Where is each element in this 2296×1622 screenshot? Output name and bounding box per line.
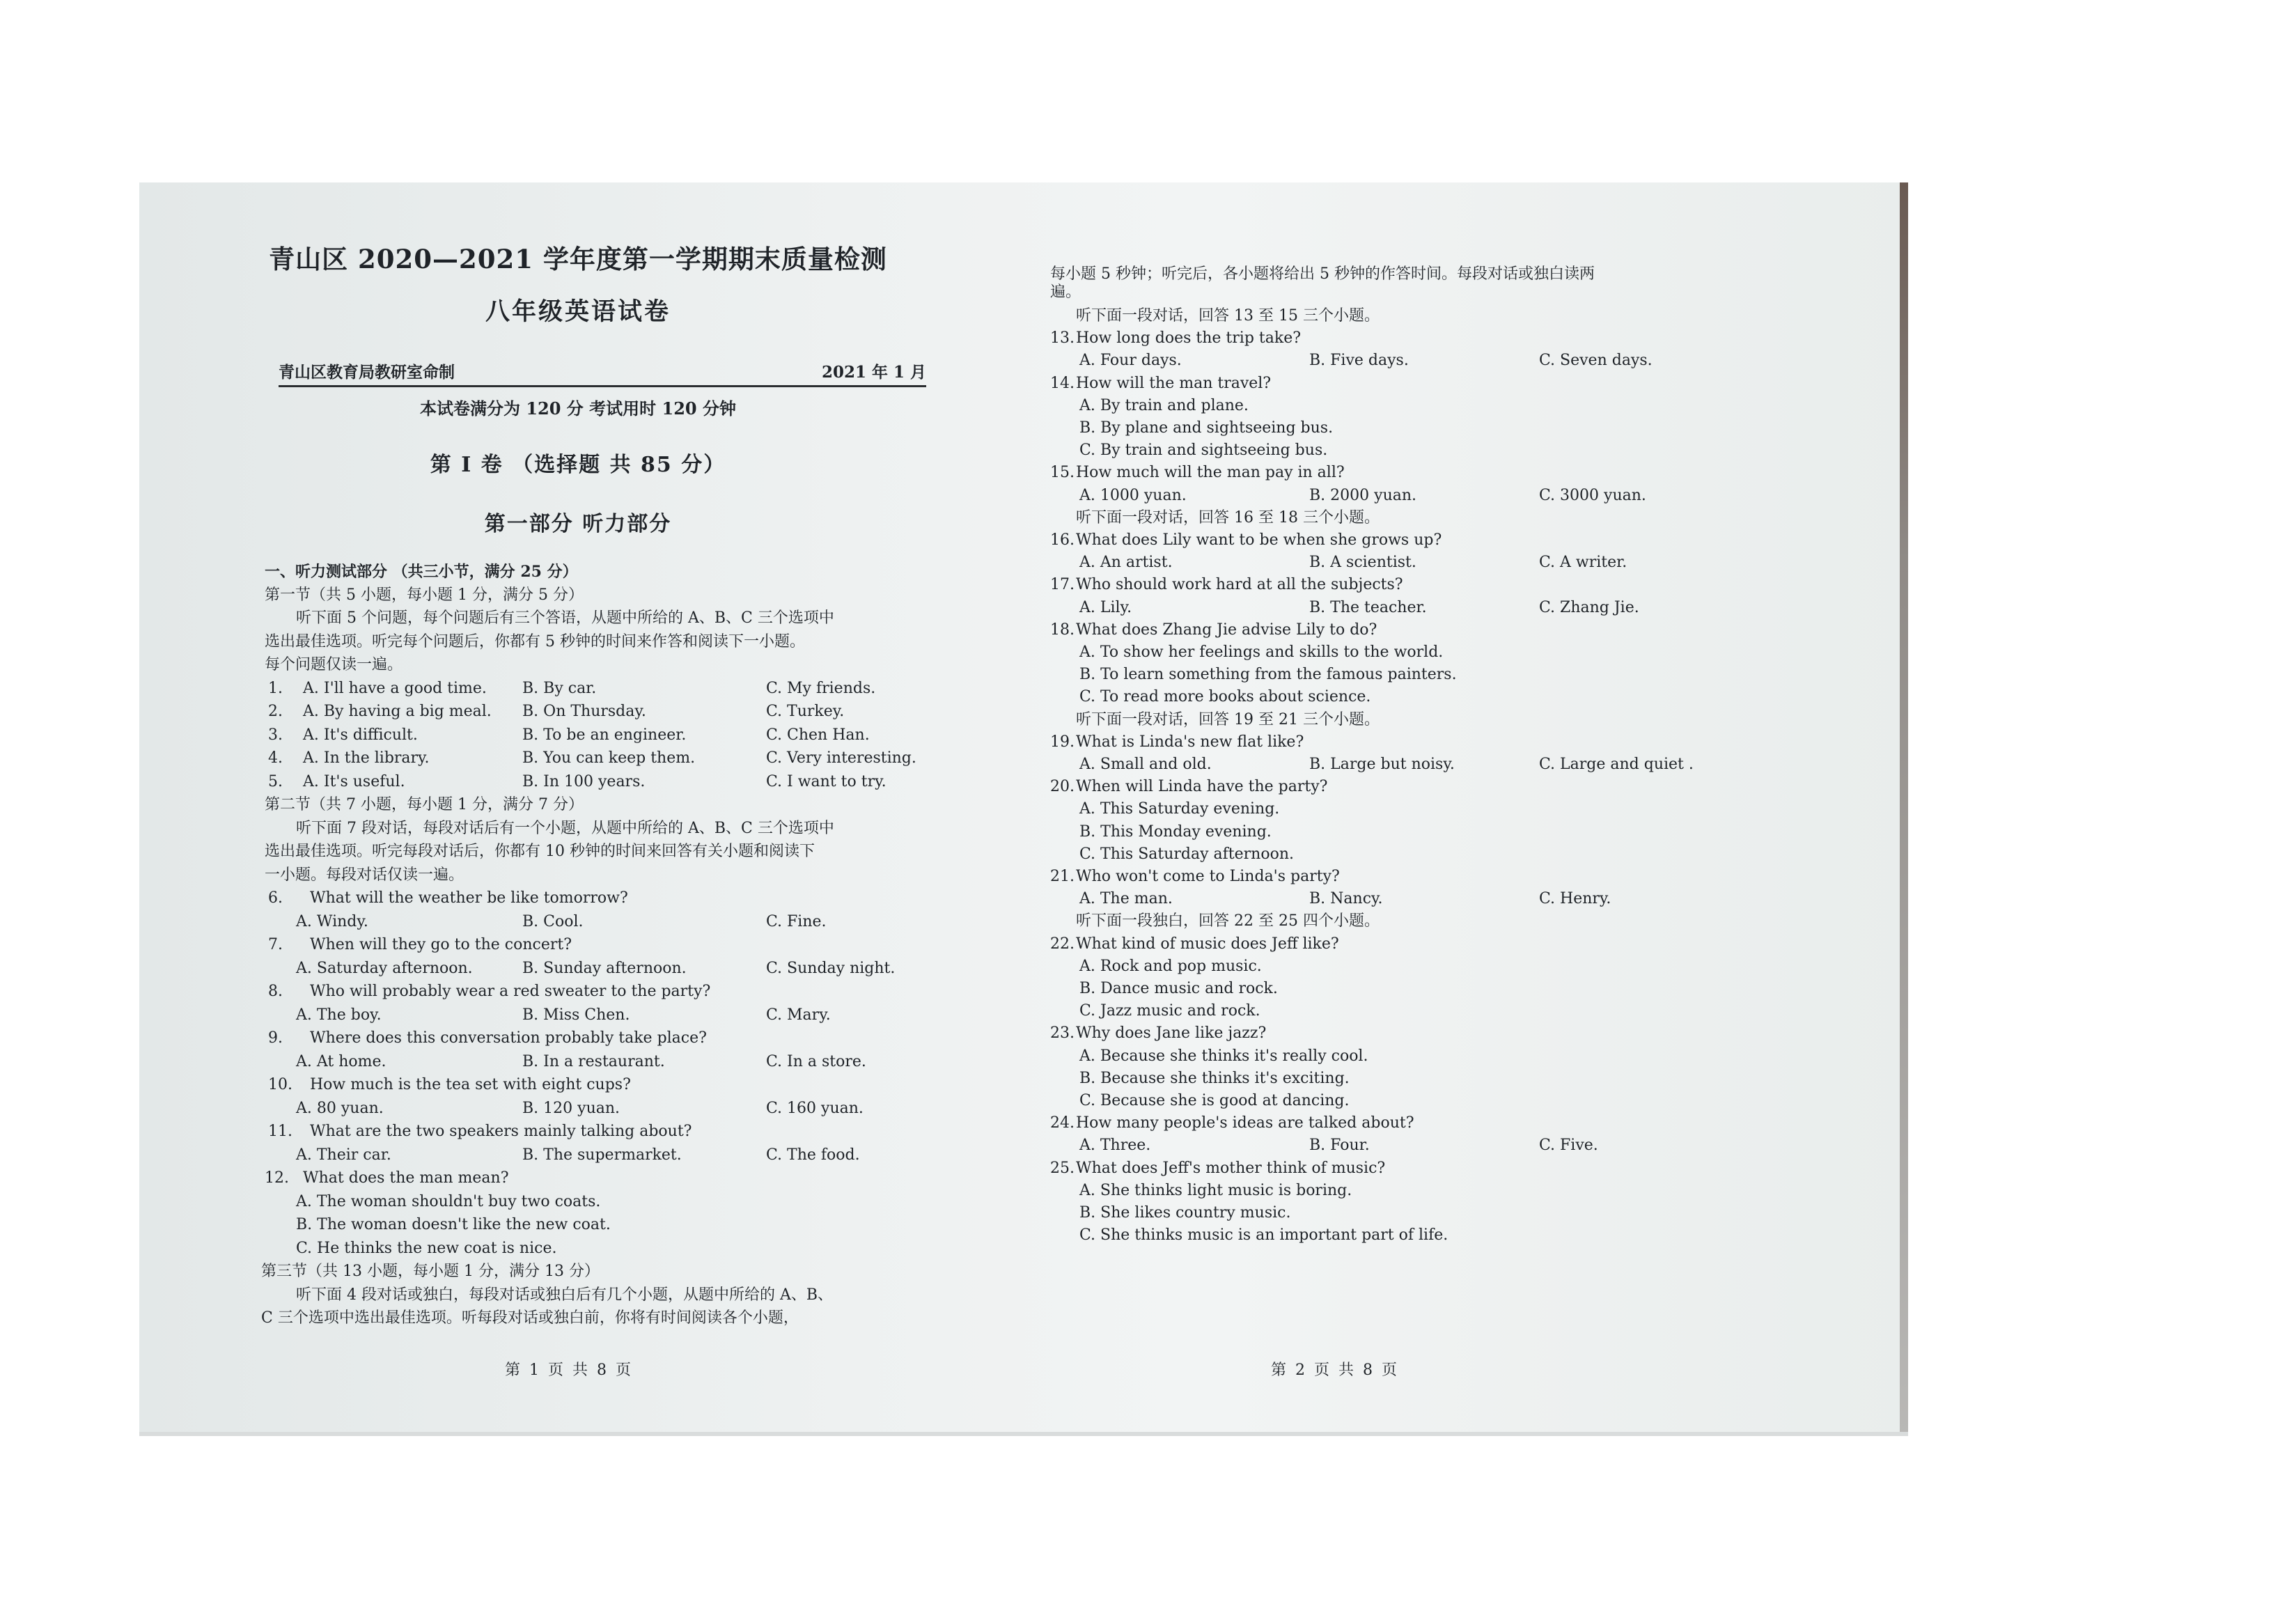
instruction-line: 选出最佳选项。听完每个问题后，你都有 5 秒钟的时间来作答和阅读下一小题。 [265,632,805,650]
question-text: Who will probably wear a red sweater to the party? [310,983,711,1000]
answer-option: C. A writer. [1539,554,1627,572]
answer-option: A. She thinks light music is boring. [1079,1181,1352,1199]
answer-option: C. In a store. [766,1052,866,1070]
answer-option: A. Three. [1079,1137,1151,1155]
answer-option: A. An artist. [1079,554,1173,572]
answer-option: C. Five. [1539,1137,1598,1155]
answer-option: C. Fine. [766,912,827,930]
answer-option: B. A scientist. [1309,554,1416,572]
answer-option: A. 80 yuan. [296,1099,384,1117]
question-text: What is Linda's new flat like? [1076,733,1304,751]
answer-option: A. Lily. [1079,598,1132,616]
question-number: 22. [1050,935,1075,953]
answer-option: B. Sunday afternoon. [522,959,687,977]
question-text: What does Zhang Jie advise Lily to do? [1076,621,1377,639]
question-text: When will Linda have the party? [1076,778,1328,796]
instruction-line: 听下面 7 段对话，每段对话后有一个小题，从题中所给的 A、B、C 三个选项中 [296,819,834,837]
org-date-line [279,360,926,387]
answer-option: B. She likes country music. [1079,1204,1291,1222]
answer-option: B. By car. [522,679,597,697]
question-text: What kind of music does Jeff like? [1076,935,1339,953]
answer-option: B. To be an engineer. [522,726,687,744]
part-title: 第一部分 听力部分 [484,512,672,536]
answer-option: B. The supermarket. [522,1146,682,1164]
question-number: 17. [1050,576,1075,594]
question-number: 20. [1050,778,1075,796]
question-number: 11. [268,1123,292,1140]
question-text: What are the two speakers mainly talking about? [310,1123,692,1140]
answer-option: B. To learn something from the famous painters. [1079,666,1457,684]
answer-option: C. I want to try. [766,772,887,790]
answer-option: B. Four. [1309,1137,1370,1155]
answer-option: B. You can keep them. [522,749,696,767]
answer-option: B. 120 yuan. [522,1099,620,1117]
instruction-line: 一小题。每段对话仅读一遍。 [265,866,464,884]
question-text: How will the man travel? [1076,374,1272,392]
instruction-line: 听下面 5 个问题，每个问题后有三个答语，从题中所给的 A、B、C 三个选项中 [296,609,834,627]
exam-subtitle: 八年级英语试卷 [485,297,671,326]
instruction-line: 遍。 [1050,283,1081,301]
answer-option: C. Henry. [1539,890,1611,908]
instruction-line: 听下面一段对话，回答 13 至 15 三个小题。 [1076,307,1380,325]
question-number: 4. [268,749,283,767]
answer-option: A. The woman shouldn't buy two coats. [296,1192,601,1210]
question-number: 21. [1050,868,1075,885]
question-text: How many people's ideas are talked about? [1076,1114,1414,1132]
instruction-line: C 三个选项中选出最佳选项。听每段对话或独白前，你将有时间阅读各个小题， [261,1309,799,1327]
question-text: What does Lily want to be when she grows up? [1076,531,1442,549]
question-text: Who won't come to Linda's party? [1076,868,1340,885]
answer-option: C. This Saturday afternoon. [1079,845,1294,863]
question-number: 23. [1050,1024,1075,1043]
answer-option: A. This Saturday evening. [1079,800,1280,818]
answer-option: A. Because she thinks it's really cool. [1079,1047,1368,1065]
answer-option: A. Windy. [296,912,368,930]
answer-option: A. Their car. [296,1146,391,1164]
question-number: 1. [268,679,283,697]
question-number: 3. [268,726,283,744]
answer-option: C. Mary. [766,1006,831,1024]
answer-option: A. It's difficult. [303,726,418,744]
exam-page-2 [1038,182,1908,1436]
answer-option: B. In a restaurant. [522,1052,665,1070]
question-number: 10. [268,1076,292,1093]
subsection-title: 第一节（共 5 小题，每小题 1 分，满分 5 分） [265,586,584,604]
answer-option: A. To show her feelings and skills to the world. [1079,644,1444,661]
answer-option: B. Miss Chen. [522,1006,630,1024]
answer-option: B. Dance music and rock. [1079,980,1278,997]
answer-option: C. My friends. [766,679,876,697]
question-number: 18. [1050,621,1075,639]
question-text: How long does the trip take? [1076,329,1302,348]
instruction-line: 每个问题仅读一遍。 [265,656,403,673]
answer-option: A. 1000 yuan. [1079,486,1187,504]
section-heading: 一、听力测试部分 （共三小节，满分 25 分） [265,563,578,581]
answer-option: B. The teacher. [1309,598,1427,616]
scanned-exam-photo [139,182,1908,1436]
answer-option: C. To read more books about science. [1079,688,1371,706]
instruction-line: 听下面 4 段对话或独白，每段对话或独白后有几个小题，从题中所给的 A、B、 [296,1286,834,1304]
answer-option: C. Sunday night. [766,959,896,977]
question-text: Who should work hard at all the subjects? [1076,576,1403,594]
question-number: 24. [1050,1114,1075,1132]
answer-option: C. Turkey. [766,703,845,720]
answer-option: C. 160 yuan. [766,1099,864,1117]
question-number: 5. [268,772,283,790]
instruction-line: 听下面一段对话，回答 19 至 21 三个小题。 [1076,710,1380,728]
answer-option: C. Zhang Jie. [1539,598,1639,616]
question-text: What does the man mean? [303,1169,509,1187]
question-text: Why does Jane like jazz? [1076,1024,1267,1043]
answer-option: A. At home. [296,1052,386,1070]
answer-option: B. On Thursday. [522,703,646,720]
answer-option: B. Nancy. [1309,890,1383,908]
answer-option: C. Jazz music and rock. [1079,1002,1260,1020]
exam-date: 2021 年 1 月 [821,363,926,382]
exam-page-1 [139,182,1017,1436]
answer-option: A. Small and old. [1079,756,1212,773]
question-number: 6. [268,889,283,907]
question-text: What does Jeff's mother think of music? [1076,1159,1386,1177]
question-number: 15. [1050,464,1075,482]
question-number: 16. [1050,531,1075,549]
subsection-title: 第三节（共 13 小题，每小题 1 分，满分 13 分） [261,1263,600,1280]
answer-option: A. It's useful. [303,772,405,790]
answer-option: C. Seven days. [1539,352,1653,370]
exam-title: 青山区 2020—2021 学年度第一学期期末质量检测 [269,244,887,274]
instruction-line: 选出最佳选项。听完每段对话后，你都有 10 秒钟的时间来回答有关小题和阅读下 [265,843,815,860]
issuing-org: 青山区教育局教研室命制 [279,363,455,382]
answer-option: C. Chen Han. [766,726,870,744]
subsection-title: 第二节（共 7 小题，每小题 1 分，满分 7 分） [265,796,584,813]
question-number: 14. [1050,374,1075,392]
page-footer: 第 2 页 共 8 页 [1271,1362,1399,1379]
answer-option: A. Rock and pop music. [1079,957,1262,975]
answer-option: B. Cool. [522,912,584,930]
answer-option: B. Large but noisy. [1309,756,1455,773]
question-text: Where does this conversation probably take place? [310,1029,707,1047]
answer-option: C. 3000 yuan. [1539,486,1646,504]
page-footer: 第 1 页 共 8 页 [505,1362,633,1379]
question-number: 2. [268,703,283,720]
answer-option: A. By having a big meal. [303,703,492,720]
answer-option: B. In 100 years. [522,772,646,790]
question-number: 12. [265,1169,289,1187]
question-text: How much will the man pay in all? [1076,464,1345,482]
answer-option: C. The food. [766,1146,860,1164]
answer-option: B. The woman doesn't like the new coat. [296,1216,611,1233]
answer-option: C. Large and quiet . [1539,756,1694,773]
question-number: 7. [268,936,283,953]
question-text: What will the weather be like tomorrow? [310,889,628,907]
answer-option: A. Four days. [1079,352,1182,370]
answer-option: B. By plane and sightseeing bus. [1079,419,1334,437]
instruction-line: 听下面一段独白，回答 22 至 25 四个小题。 [1076,912,1380,930]
question-text: How much is the tea set with eight cups? [310,1076,631,1093]
answer-option: A. The boy. [296,1006,382,1024]
answer-option: B. This Monday evening. [1079,822,1272,841]
question-number: 25. [1050,1159,1075,1177]
question-text: When will they go to the concert? [310,936,572,953]
answer-option: C. He thinks the new coat is nice. [296,1239,557,1257]
answer-option: C. Because she is good at dancing. [1079,1092,1350,1109]
answer-option: C. She thinks music is an important part of life. [1079,1226,1448,1245]
answer-option: A. Saturday afternoon. [296,959,473,977]
volume-title: 第 I 卷 （选择题 共 85 分） [430,453,726,477]
question-number: 9. [268,1029,283,1047]
answer-option: C. Very interesting. [766,749,916,767]
score-note: 本试卷满分为 120 分 考试用时 120 分钟 [420,398,736,419]
answer-option: A. I'll have a good time. [303,679,487,697]
answer-option: A. In the library. [303,749,430,767]
question-number: 19. [1050,733,1075,751]
answer-option: B. 2000 yuan. [1309,486,1417,504]
instruction-line: 每小题 5 秒钟；听完后，各小题将给出 5 秒钟的作答时间。每段对话或独白读两 [1050,265,1595,283]
question-number: 8. [268,983,283,1000]
answer-option: C. By train and sightseeing bus. [1079,442,1328,460]
instruction-line: 听下面一段对话，回答 16 至 18 三个小题。 [1076,508,1380,527]
answer-option: A. By train and plane. [1079,396,1249,414]
answer-option: A. The man. [1079,890,1173,908]
question-number: 13. [1050,329,1075,348]
answer-option: B. Five days. [1309,352,1409,370]
answer-option: B. Because she thinks it's exciting. [1079,1069,1350,1087]
